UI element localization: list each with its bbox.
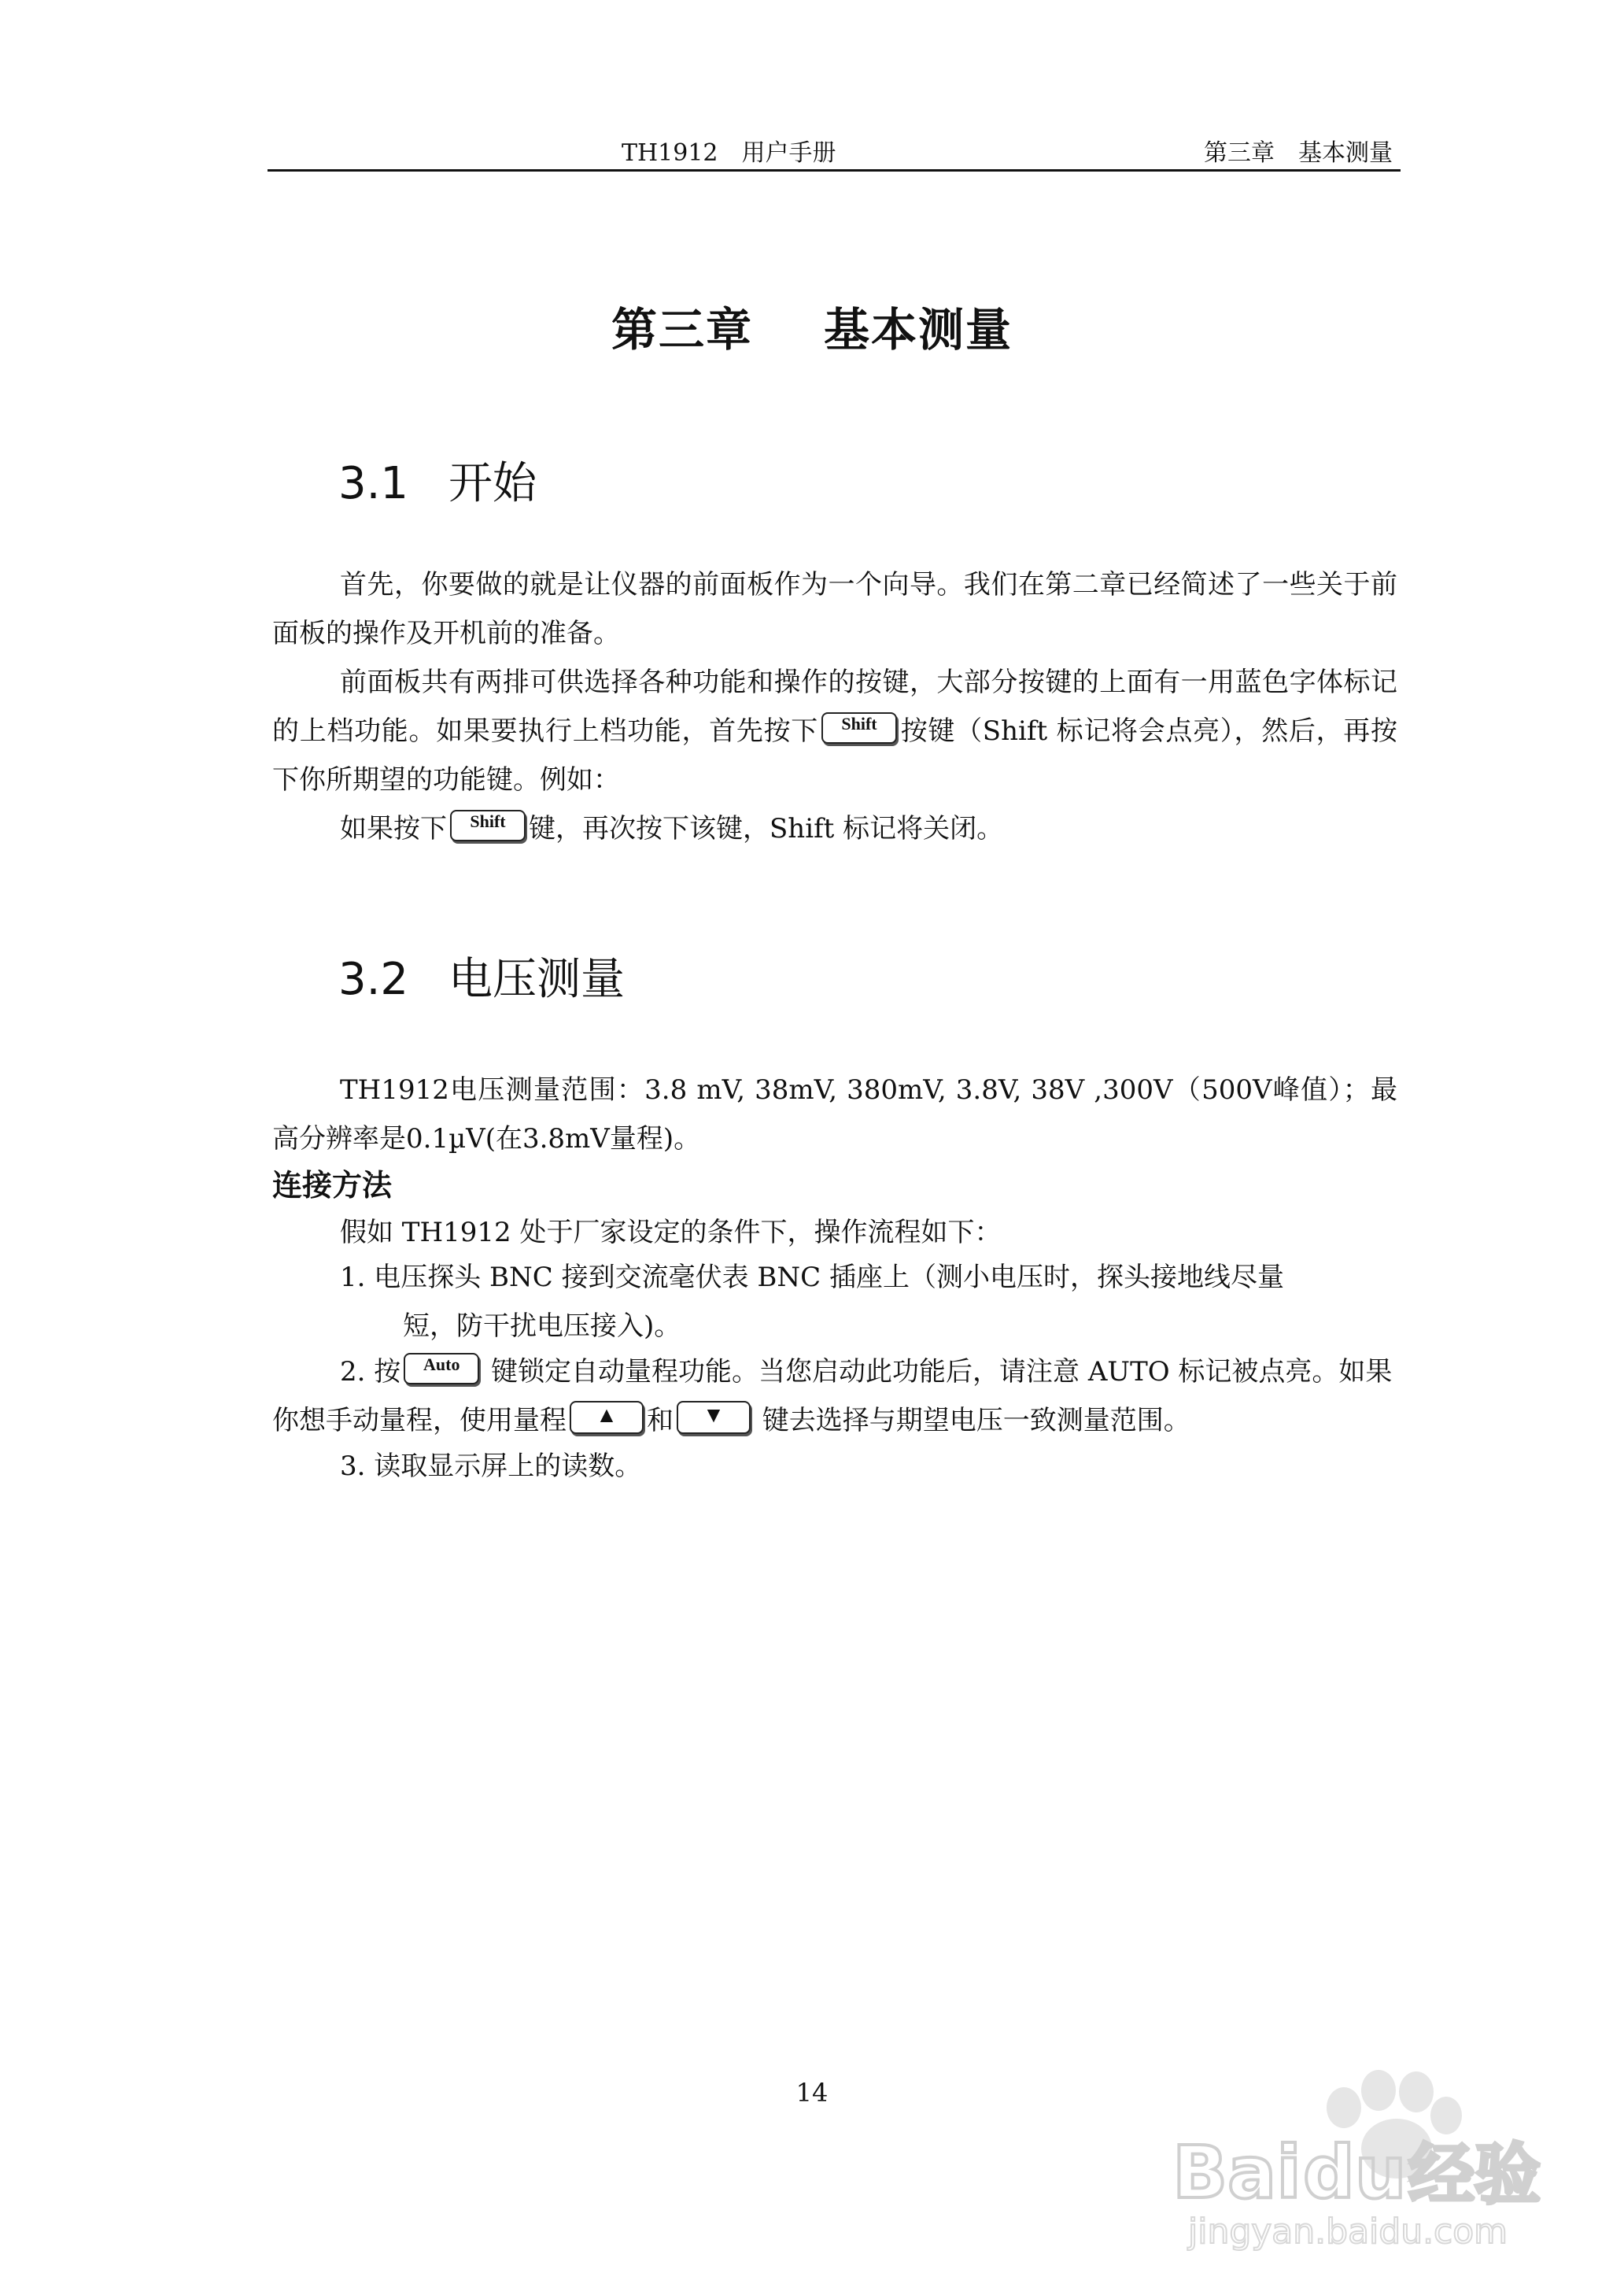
watermark-url: jingyan.baidu.com [1188,2212,1508,2251]
paragraph-voltage-range: TH1912电压测量范围：3.8 mV, 38mV, 380mV, 3.8V, 38V ,300V（500V峰值）；最高分辨率是0.1µV(在3.8mV量程)。 [272,1074,1397,1155]
list-item-text: 1. 电压探头 BNC 接到交流毫伏表 BNC 插座上（测小电压时，探头接地线尽量 [340,1262,1284,1293]
paragraph-intro: 首先，你要做的就是让仪器的前面板作为一个向导。我们在第二章已经简述了一些关于前面板的操作及开机前的准备。 [272,569,1397,649]
list-item-text: 键锁定自动量程功能。当您启动此功能后，请注意 AUTO 标记被点亮。如果你想手动量程，使用量程 [272,1356,1393,1436]
paragraph-shift-toggle [340,804,1394,853]
paragraph-text: 键，再次按下该键，Shift 标记将关闭。 [529,813,1004,844]
down-arrow-key-icon: ▼ [677,1401,751,1434]
paragraph-text: 如果按下 [340,813,447,844]
list-item-3: 3. 读取显示屏上的读数。 [340,1451,642,1482]
watermark-brand: Bai [1172,2131,1301,2215]
paragraph-text: 按键（Shift 标记将会点亮），然后，再按下你所期望的功能键。例如： [272,715,1398,796]
header-chapter-title: 第三章 基本测量 [1204,139,1393,167]
subheading-connection-method: 连接方法 [272,1168,393,1203]
list-item-text-cont: 短，防干扰电压接入)。 [403,1310,681,1342]
page-number: 14 [795,2078,829,2108]
section-title: 电压测量 [448,954,625,1005]
watermark-brand-2: du [1303,2131,1407,2215]
shift-key-icon: Shift [450,810,526,841]
list-item-text: 键去选择与期望电压一致测量范围。 [754,1405,1190,1436]
section-number: 3.1 [338,458,409,509]
page-header [268,130,1401,172]
list-item-2 [272,1347,1397,1445]
shift-key-icon: Shift [821,712,897,744]
paragraph-front-panel [272,658,1397,804]
list-item-text: 2. 按 [340,1356,401,1388]
chapter-title [0,293,1624,359]
paragraph-text: 前面板共有两排可供选择各种功能和操作的按键，大部分按键的上面有一用蓝色字体标记的上档功能。如果要执行上档功能，首先按下 [272,667,1397,747]
section-heading-3-2 [338,944,625,1007]
watermark-cn: 经验 [1408,2136,1541,2213]
up-arrow-key-icon: ▲ [570,1401,644,1434]
section-number: 3.2 [338,954,409,1005]
paragraph-procedure-intro: 假如 TH1912 处于厂家设定的条件下，操作流程如下： [340,1217,1002,1248]
list-item-1 [340,1253,1398,1351]
chapter-name: 基本测量 [824,303,1013,357]
chapter-number: 第三章 [611,303,753,357]
section-heading-3-1 [338,449,537,512]
section-title: 开始 [448,458,537,509]
header-manual-title: TH1912 用户手册 [622,139,836,167]
baidu-jingyan-watermark [1157,2015,1550,2251]
auto-key-icon: Auto [404,1353,479,1384]
list-item-text: 和 [647,1405,674,1436]
